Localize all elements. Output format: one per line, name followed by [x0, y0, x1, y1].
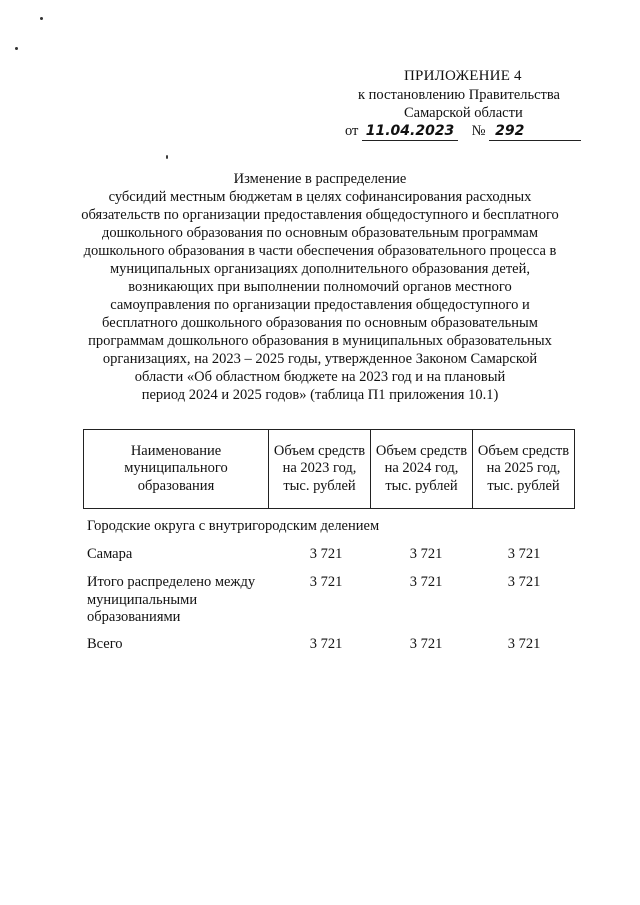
scan-speck — [15, 47, 18, 50]
column-header-municipality: Наименование муниципального образования — [84, 430, 269, 509]
allocation-table-header — [83, 429, 575, 509]
column-header-2025: Объем средств на 2025 год, тыс. рублей — [473, 430, 575, 509]
appendix-subtitle: к постановлению Правительства — [358, 87, 560, 103]
value-2025: 3 721 — [507, 636, 541, 652]
number-prefix: № — [471, 123, 486, 139]
number-field — [489, 123, 581, 141]
value-2025: 3 721 — [507, 574, 541, 590]
title-line: организациях, на 2023 – 2025 годы, утвержденное Законом Самарской — [102, 351, 538, 367]
handwritten-date: 11.04.2023 — [365, 123, 455, 139]
title-line: дошкольного образования по основным образовательным программам — [101, 225, 539, 241]
title-line: самоуправления по организации предоставления общедоступного и — [110, 297, 530, 313]
scan-speck — [166, 155, 168, 159]
title-line: период 2024 и 2025 годов» (таблица П1 приложения 10.1) — [141, 387, 499, 403]
column-header-2023: Объем средств на 2023 год, тыс. рублей — [269, 430, 371, 509]
municipality-name: Самара — [87, 546, 133, 562]
date-field — [362, 123, 458, 141]
value-2024: 3 721 — [409, 636, 443, 652]
title-line: муниципальных организациях дополнительного образования детей, — [109, 261, 531, 277]
title-line: дошкольного образования в части обеспечения образовательного процесса в — [83, 243, 557, 259]
appendix-date-row — [345, 123, 581, 141]
value-2024: 3 721 — [409, 546, 443, 562]
value-2025: 3 721 — [507, 546, 541, 562]
title-line: области «Об областном бюджете на 2023 год и на плановый — [134, 369, 506, 385]
title-line: Изменение в распределение — [233, 171, 407, 187]
scan-speck — [40, 17, 43, 20]
title-line: программам дошкольного образования в муниципальных образовательных — [88, 333, 552, 349]
handwritten-number: 292 — [495, 123, 525, 139]
title-line: обязательств по организации предоставления общедоступного и бесплатного — [81, 207, 559, 223]
municipality-name: Итого распределено между муниципальными образованиями — [87, 574, 256, 625]
group-label: Городские округа с внутригородским делением — [87, 518, 380, 534]
document-title — [60, 170, 580, 404]
date-prefix: от — [345, 123, 359, 139]
value-2024: 3 721 — [409, 574, 443, 590]
municipality-name: Всего — [87, 636, 123, 652]
value-2023: 3 721 — [309, 546, 343, 562]
appendix-title: ПРИЛОЖЕНИЕ 4 — [404, 68, 522, 84]
value-2023: 3 721 — [309, 636, 343, 652]
title-line: субсидий местным бюджетам в целях софинансирования расходных — [108, 189, 532, 205]
appendix-region: Самарской области — [404, 105, 523, 121]
column-header-2024: Объем средств на 2024 год, тыс. рублей — [371, 430, 473, 509]
value-2023: 3 721 — [309, 574, 343, 590]
title-line: бесплатного дошкольного образования по основным образовательным — [102, 315, 538, 331]
title-line: возникающих при выполнении полномочий органов местного — [128, 279, 512, 295]
table-header-row — [84, 430, 575, 509]
